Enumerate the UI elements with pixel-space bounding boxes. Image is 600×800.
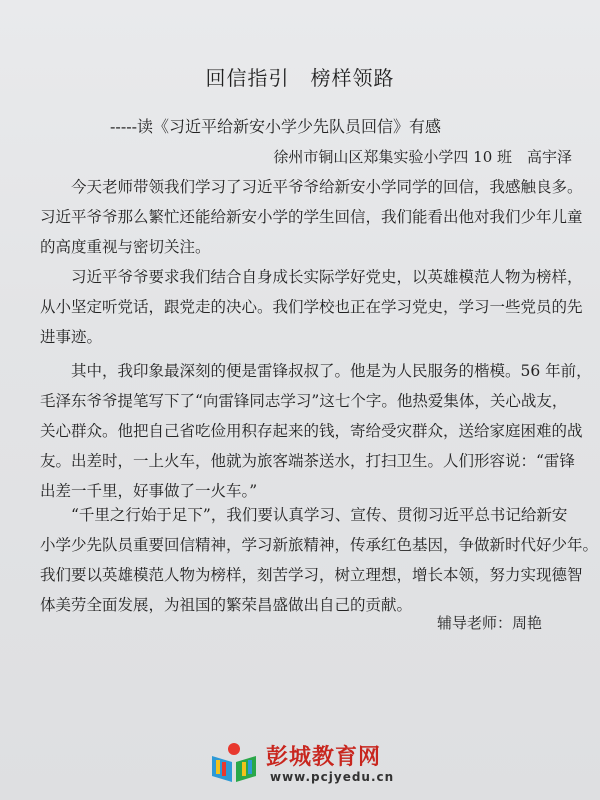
text-line: 的高度重视与密切关注。 (40, 238, 211, 256)
text-line: 出差一千里，好事做了一火车。” (40, 482, 258, 500)
document-title: 回信指引 榜样领路 (205, 66, 395, 90)
site-url[interactable]: www.pcjyedu.cn (270, 770, 395, 784)
site-name: 彭城教育网 (266, 745, 382, 770)
text-line: 进事迹。 (40, 328, 103, 346)
author-line: 徐州市铜山区郑集实验小学四 10 班 高宇泽 (273, 148, 572, 166)
text-line: 友。出差时，一上火车，他就为旅客端茶送水，打扫卫生。人们形容说：“雷锋 (40, 452, 575, 470)
text-line: 关心群众。他把自己省吃俭用积存起来的钱，寄给受灾群众，送给家庭困难的战 (40, 422, 583, 440)
text-line: 习近平爷爷要求我们结合自身成长实际学好党史，以英雄模范人物为榜样， (40, 268, 583, 286)
text-line: 从小坚定听党话，跟党走的决心。我们学校也正在学习党史，学习一些党员的先 (40, 298, 583, 316)
text-line: 今天老师带领我们学习了习近平爷爷给新安小学同学的回信，我感触良多。 (40, 178, 583, 196)
text-line: 小学少先队员重要回信精神，学习新旅精神，传承红色基因，争做新时代好少年。 (40, 536, 599, 554)
document-subtitle: -----读《习近平给新安小学少先队员回信》有感 (110, 117, 442, 136)
text-line: 我们要以英雄模范人物为榜样，刻苦学习，树立理想，增长本领，努力实现德智 (40, 566, 583, 584)
text-line: 体美劳全面发展，为祖国的繁荣昌盛做出自己的贡献。 (40, 596, 413, 614)
paragraph-1 (40, 172, 583, 262)
paragraph-4 (40, 500, 599, 620)
text-line: 习近平爷爷那么繁忙还能给新安小学的学生回信，我们能看出他对我们少年儿童 (40, 208, 583, 226)
paragraph-3 (40, 356, 592, 506)
text-line: 毛泽东爷爷提笔写下了“向雷锋同志学习”这七个字。他热爱集体，关心战友， (40, 392, 568, 410)
text-line: “千里之行始于足下”，我们要认真学习、宣传、贯彻习近平总书记给新安 (40, 506, 568, 524)
book-icon (208, 740, 260, 786)
teacher-signature: 辅导老师：周艳 (436, 614, 542, 632)
site-logo[interactable] (208, 738, 468, 798)
text-line: 其中，我印象最深刻的便是雷锋叔叔了。他是为人民服务的楷模。56 年前， (40, 362, 592, 380)
paragraph-2 (40, 262, 583, 352)
